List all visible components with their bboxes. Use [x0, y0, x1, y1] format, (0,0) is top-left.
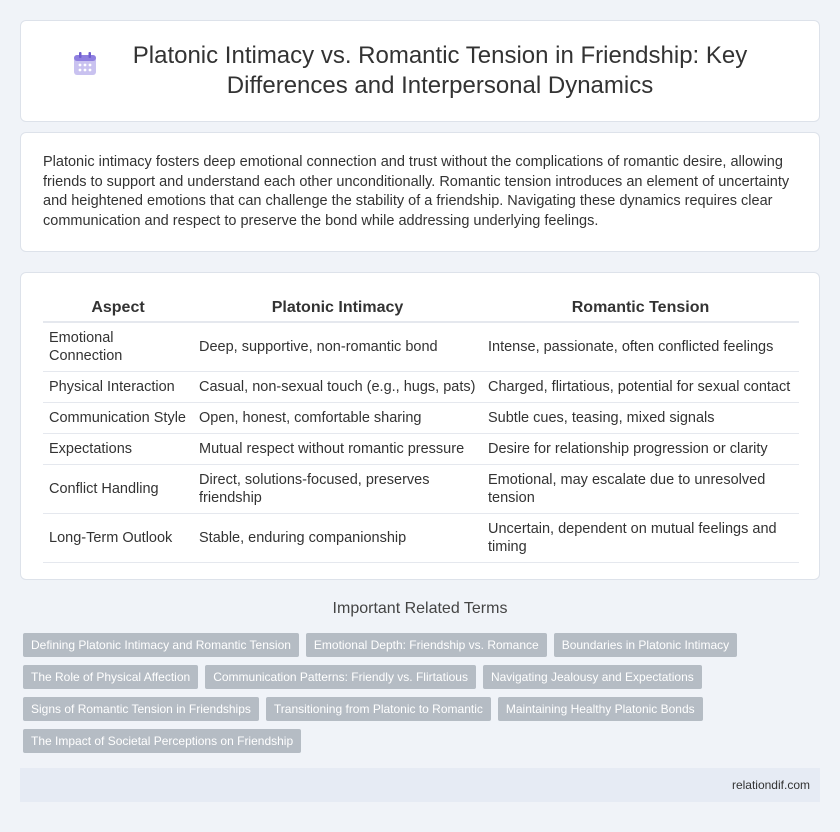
title-card	[20, 20, 820, 122]
comparison-table	[43, 293, 799, 563]
table-cell: Emotional Connection	[43, 323, 193, 372]
table-cell: Charged, flirtatious, potential for sexual contact	[482, 372, 799, 403]
table-cell: Direct, solutions-focused, preserves friendship	[193, 465, 482, 514]
table-cell: Physical Interaction	[43, 372, 193, 403]
related-term-tag[interactable]: Maintaining Healthy Platonic Bonds	[498, 697, 703, 721]
related-terms-heading: Important Related Terms	[332, 600, 508, 617]
related-term-tag[interactable]: Defining Platonic Intimacy and Romantic Tension	[23, 633, 299, 657]
related-term-tag[interactable]: Navigating Jealousy and Expectations	[483, 665, 702, 689]
table-cell: Conflict Handling	[43, 465, 193, 514]
footer-site-link[interactable]: relationdif.com	[731, 778, 810, 792]
table-cell: Open, honest, comfortable sharing	[193, 403, 482, 434]
related-term-tag[interactable]: The Role of Physical Affection	[23, 665, 198, 689]
table-cell: Communication Style	[43, 403, 193, 434]
related-term-tag[interactable]: The Impact of Societal Perceptions on Friendship	[23, 729, 301, 753]
intro-paragraph: Platonic intimacy fosters deep emotional connection and trust without the complications of romantic desire, allowing friends to support and understand each other unconditionally. Romantic tension introduces an element of uncertainty and heightened emotions that can challenge the stability of a friendship. Navigating these dynamics requires clear communication and respect to preserve the bond while addressing underlying feelings.	[43, 154, 790, 229]
table-cell: Stable, enduring companionship	[193, 514, 482, 563]
page-title: Platonic Intimacy vs. Romantic Tension in Friendship: Key Differences and Interpersonal Dynamics	[132, 42, 748, 99]
title-wrap	[70, 41, 770, 101]
column-header-romantic: Romantic Tension	[482, 293, 799, 323]
table-row	[43, 434, 799, 465]
table-header-row	[43, 293, 799, 323]
column-header-platonic: Platonic Intimacy	[193, 293, 482, 323]
table-row	[43, 372, 799, 403]
related-terms-tags	[23, 633, 823, 753]
table-cell: Emotional, may escalate due to unresolved tension	[482, 465, 799, 514]
table-cell: Long-Term Outlook	[43, 514, 193, 563]
related-term-tag[interactable]: Transitioning from Platonic to Romantic	[266, 697, 491, 721]
table-row	[43, 323, 799, 372]
table-row	[43, 465, 799, 514]
calendar-icon	[70, 49, 100, 79]
table-cell: Casual, non-sexual touch (e.g., hugs, pats)	[193, 372, 482, 403]
related-term-tag[interactable]: Signs of Romantic Tension in Friendships	[23, 697, 259, 721]
related-term-tag[interactable]: Boundaries in Platonic Intimacy	[554, 633, 737, 657]
table-cell: Mutual respect without romantic pressure	[193, 434, 482, 465]
column-header-aspect: Aspect	[43, 293, 193, 323]
table-cell: Expectations	[43, 434, 193, 465]
related-term-tag[interactable]: Emotional Depth: Friendship vs. Romance	[306, 633, 547, 657]
related-term-tag[interactable]: Communication Patterns: Friendly vs. Flirtatious	[205, 665, 476, 689]
footer	[20, 768, 820, 802]
comparison-card	[20, 272, 820, 580]
table-cell: Subtle cues, teasing, mixed signals	[482, 403, 799, 434]
table-cell: Intense, passionate, often conflicted feelings	[482, 323, 799, 372]
intro-card	[20, 132, 820, 252]
table-row	[43, 403, 799, 434]
table-cell: Desire for relationship progression or clarity	[482, 434, 799, 465]
table-cell: Deep, supportive, non-romantic bond	[193, 323, 482, 372]
table-cell: Uncertain, dependent on mutual feelings and timing	[482, 514, 799, 563]
table-row	[43, 514, 799, 563]
